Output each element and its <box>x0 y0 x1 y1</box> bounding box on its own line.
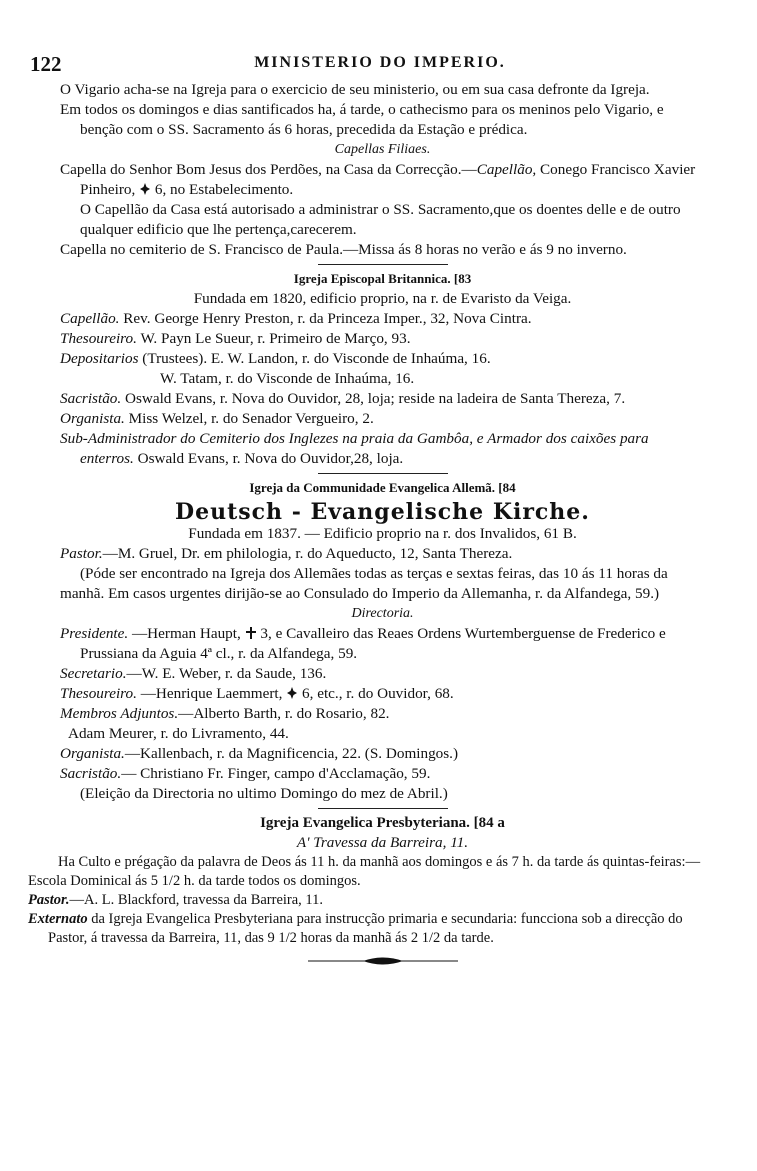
allema-membros-2: Adam Meurer, r. do Livramento, 44. <box>68 725 289 742</box>
capellao-note: O Capellão da Casa está autorisado a administrar o SS. Sacramento,que os doentes delle e de outro qualquer edificio que lhe pertença,carecerem. <box>80 201 681 238</box>
divider <box>318 473 448 474</box>
capella-perdoes-text: Capella do Senhor Bom Jesus dos Perdões, na Casa da Correcção.— <box>60 161 477 178</box>
sacristao-label: Sacristão. <box>60 390 122 407</box>
presbyteriana-pastor <box>28 891 705 910</box>
membros-value: —Alberto Barth, r. do Rosario, 82. <box>178 705 390 722</box>
allema-gothic-title: Deutsch - Evangelische Kirche. <box>175 499 590 525</box>
presbyteriana-ref: [84 a <box>473 815 505 831</box>
allema-founded: Fundada em 1837. — Edificio proprio na r. dos Invalidos, 61 B. <box>188 525 577 542</box>
externato-value: da Igreja Evangelica Presbyteriana para instrucção primaria e secundaria: funcciona sob a direcção do Pastor, á travessa da Barreira, 11, das 9 1/2 horas da manhã ás 2 1/2 da tarde. <box>48 911 683 946</box>
vigario-paragraph-2: Em todos os domingos e dias santificados ha, á tarde, o cathecismo para os meninos pelo Vigario, e benção com o SS. Sacramento ás 6 horas, precedida da Estação e prédica. <box>60 101 664 138</box>
divider <box>318 808 448 809</box>
britannica-depositarios-2: W. Tatam, r. do Visconde de Inhaúma, 16. <box>160 370 415 387</box>
capellao-label: Capellão, <box>476 161 537 178</box>
capellao-label: Capellão. <box>60 310 120 327</box>
presbyteriana-title: Igreja Evangelica Presbyteriana. <box>260 815 470 831</box>
depositarios-value: (Trustees). E. W. Landon, r. do Visconde de Inhaúma, 16. <box>142 350 491 367</box>
pastor-label: Pastor. <box>60 545 103 562</box>
pastor-value: —M. Gruel, Dr. em philologia, r. do Aqueducto, 12, Santa Thereza. <box>102 545 513 562</box>
thesoureiro-detail: 6, etc., r. do Ouvidor, 68. <box>302 685 454 702</box>
page-content <box>28 80 705 966</box>
britannica-capellao <box>60 309 705 329</box>
britannica-organista <box>60 409 705 429</box>
capellao-name: Conego Francisco Xavier Pinheiro, <box>80 161 696 198</box>
flourish-ornament-icon <box>308 956 458 966</box>
britannica-depositarios <box>60 349 705 369</box>
presbyteriana-externato <box>28 910 705 948</box>
order-cross-icon <box>139 182 151 196</box>
capella-cemiterio: Capella no cemiterio de S. Francisco de Paula.—Missa ás 8 horas no verão e ás 9 no inverno. <box>60 241 627 258</box>
membros-label: Membros Adjuntos. <box>60 705 179 722</box>
order-cross-icon <box>245 626 257 640</box>
presbyteriana-address: A' Travessa da Barreira, 11. <box>296 834 469 851</box>
presidente-detail: 3, e Cavalleiro das Reaes Ordens Wurtemberguense de Frederico e Prussiana da Aguia 4ª cl., r. da Alfandega, 59. <box>80 625 666 662</box>
britannica-thesoureiro <box>60 329 705 349</box>
vigario-paragraph-1: O Vigario acha-se na Igreja para o exercicio de seu ministerio, ou em sua casa defronte da Igreja. <box>60 81 650 98</box>
capella-perdoes <box>60 160 705 240</box>
pastor-label: Pastor. <box>28 892 70 908</box>
pastor-value: —A. L. Blackford, travessa da Barreira, 11. <box>69 892 324 908</box>
directoria-heading: Directoria. <box>351 606 414 621</box>
organista-value: Miss Welzel, r. do Senador Vergueiro, 2. <box>128 410 374 427</box>
organista-label: Organista. <box>60 410 125 427</box>
page-number: 122 <box>30 52 62 76</box>
britannica-founded: Fundada em 1820, edificio proprio, na r. de Evaristo da Veiga. <box>193 290 572 307</box>
britannica-heading <box>60 269 705 289</box>
allema-thesoureiro <box>60 684 705 704</box>
allema-note: (Póde ser encontrado na Igreja dos Allemães todas as terças e sextas feiras, das 10 ás 11 horas da manhã. Em casos urgentes dirijão-se ao Consulado do Imperio da Allemanha, r. da Alfandega, 59.) <box>60 565 668 602</box>
allema-heading <box>60 478 705 498</box>
sacristao-value: — Christiano Fr. Finger, campo d'Acclamação, 59. <box>121 765 431 782</box>
presbyteriana-heading <box>60 813 705 833</box>
allema-organista <box>60 744 705 764</box>
allema-pastor <box>60 544 705 564</box>
thesoureiro-name: —Henrique Laemmert, <box>140 685 283 702</box>
capellao-value: Rev. George Henry Preston, r. da Princeza Imper., 32, Nova Cintra. <box>123 310 532 327</box>
britannica-sacristao <box>60 389 705 409</box>
allema-secretario <box>60 664 705 684</box>
depositarios-label: Depositarios <box>60 350 139 367</box>
organista-value: —Kallenbach, r. da Magnificencia, 22. (S. Domingos.) <box>124 745 459 762</box>
organista-label: Organista. <box>60 745 125 762</box>
britannica-title: Igreja Episcopal Britannica. <box>293 271 451 286</box>
capellas-heading: Capellas Filiaes. <box>334 142 431 157</box>
allema-eleicao: (Eleição da Directoria no ultimo Domingo do mez de Abril.) <box>80 785 448 802</box>
thesoureiro-value: W. Payn Le Sueur, r. Primeiro de Março, 93. <box>140 330 411 347</box>
allema-membros <box>60 704 705 724</box>
presbyteriana-culto: Ha Culto e prégação da palavra de Deos ás 11 h. da manhã aos domingos e ás 7 h. da tarde ás quintas-feiras:—Escola Dominical ás 5 1/2 h. da tarde todos os domingos. <box>28 854 701 889</box>
running-title: MINISTERIO DO IMPERIO. <box>254 54 506 71</box>
presbyteriana-block <box>28 853 705 948</box>
order-cross-icon <box>286 686 298 700</box>
externato-label: Externato <box>28 911 88 927</box>
britannica-ref: [83 <box>453 271 472 286</box>
capellao-place: 6, no Estabelecimento. <box>154 181 294 198</box>
sub-administrador-label: Sub-Administrador do Cemiterio dos Inglezes na praia da Gambôa, e Armador dos caixões para enterros. <box>60 430 649 467</box>
allema-presidente <box>60 624 705 664</box>
presidente-label: Presidente. <box>60 625 129 642</box>
britannica-sub-administrador <box>60 429 705 469</box>
sacristao-value: Oswald Evans, r. Nova do Ouvidor, 28, loja; reside na ladeira de Santa Thereza, 7. <box>124 390 626 407</box>
thesoureiro-label: Thesoureiro. <box>60 330 137 347</box>
sacristao-label: Sacristão. <box>60 765 122 782</box>
presidente-name: —Herman Haupt, <box>131 625 241 642</box>
allema-ref: [84 <box>498 480 516 495</box>
divider <box>318 264 448 265</box>
thesoureiro-label: Thesoureiro. <box>60 685 137 702</box>
sub-administrador-value: Oswald Evans, r. Nova do Ouvidor,28, loja. <box>137 450 404 467</box>
secretario-label: Secretario. <box>60 665 127 682</box>
page-header <box>30 52 730 76</box>
secretario-value: —W. E. Weber, r. da Saude, 136. <box>126 665 327 682</box>
allema-sacristao <box>60 764 705 784</box>
allema-title: Igreja da Communidade Evangelica Allemã. <box>249 480 496 495</box>
